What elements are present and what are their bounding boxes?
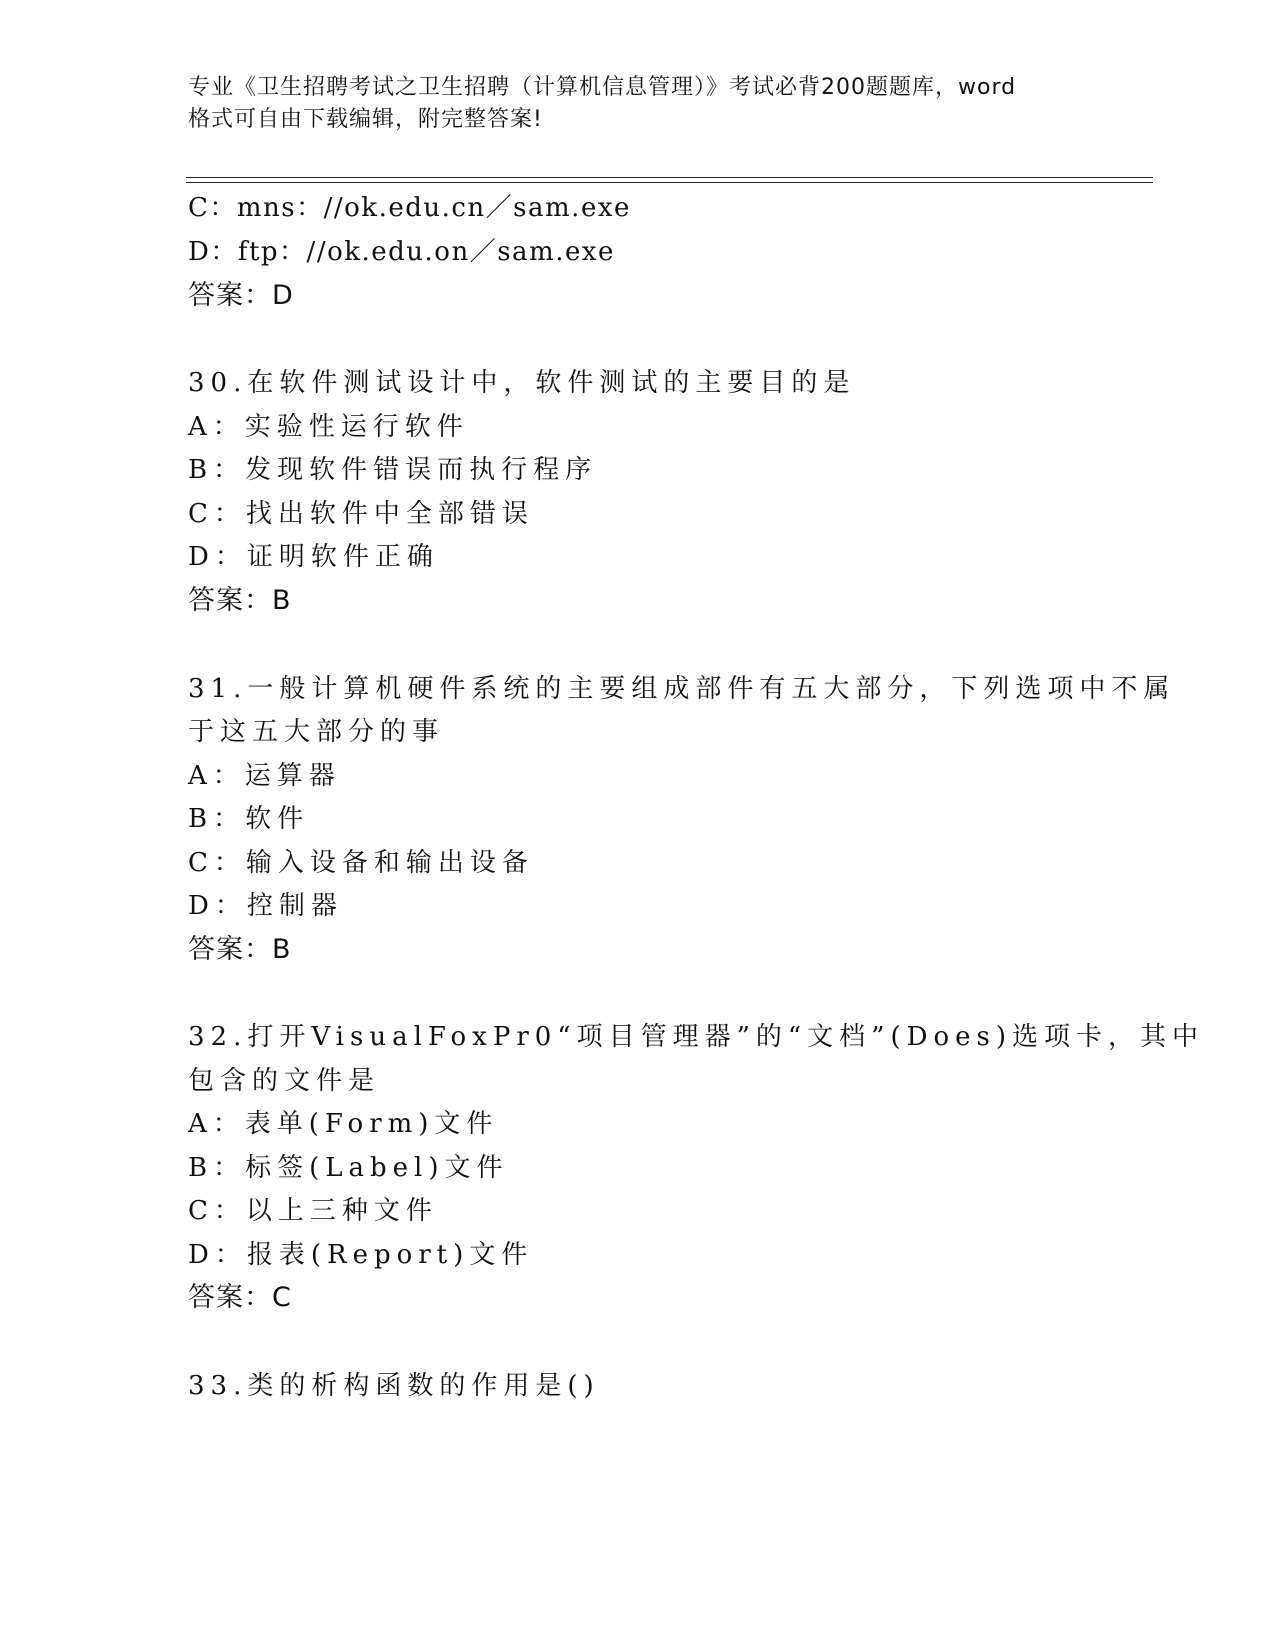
header-line-2: 格式可自由下载编辑，附完整答案! bbox=[188, 107, 543, 132]
q32-answer: 答案：C bbox=[188, 1282, 292, 1313]
q30-answer: 答案：B bbox=[188, 585, 292, 616]
q31-option-d: D：控制器 bbox=[188, 891, 343, 921]
header-divider-top bbox=[186, 177, 1153, 178]
q30-option-b: B：发现软件错误而执行程序 bbox=[188, 455, 598, 485]
q31-option-a: A：运算器 bbox=[188, 761, 341, 791]
q32-question-line-2: 包含的文件是 bbox=[188, 1066, 381, 1096]
q30-option-a: A：实验性运行软件 bbox=[188, 412, 469, 442]
q32-option-a: A：表单(Form)文件 bbox=[188, 1109, 499, 1139]
header-line-1: 专业《卫生招聘考试之卫生招聘（计算机信息管理）》考试必背200题题库，word bbox=[188, 75, 1017, 100]
document-header bbox=[188, 72, 1088, 136]
q32-question-line-1: 32.打开VisualFoxPr0“项目管理器”的“文档”(Does)选项卡，其中 bbox=[188, 1022, 1204, 1052]
q32-option-d: D：报表(Report)文件 bbox=[188, 1240, 534, 1270]
q29-option-c: C：mns：//ok.edu.cn／sam.exe bbox=[188, 193, 631, 223]
q30-option-d: D：证明软件正确 bbox=[188, 542, 439, 572]
header-divider-bottom bbox=[186, 182, 1153, 183]
q30-question: 30.在软件测试设计中，软件测试的主要目的是 bbox=[188, 368, 856, 398]
q31-question-line-1: 31.一般计算机硬件系统的主要组成部件有五大部分，下列选项中不属 bbox=[188, 674, 1176, 704]
q31-answer: 答案：B bbox=[188, 934, 292, 965]
q33-question: 33.类的析构函数的作用是() bbox=[188, 1371, 600, 1401]
q29-option-d: D：ftp：//ok.edu.on／sam.exe bbox=[188, 237, 615, 267]
q31-option-b: B：软件 bbox=[188, 804, 310, 834]
q32-option-c: C：以上三种文件 bbox=[188, 1196, 438, 1226]
q31-question-line-2: 于这五大部分的事 bbox=[188, 717, 445, 747]
q29-answer: 答案：D bbox=[188, 280, 294, 311]
q31-option-c: C：输入设备和输出设备 bbox=[188, 848, 534, 878]
q30-option-c: C：找出软件中全部错误 bbox=[188, 499, 534, 529]
q32-option-b: B：标签(Label)文件 bbox=[188, 1153, 509, 1183]
